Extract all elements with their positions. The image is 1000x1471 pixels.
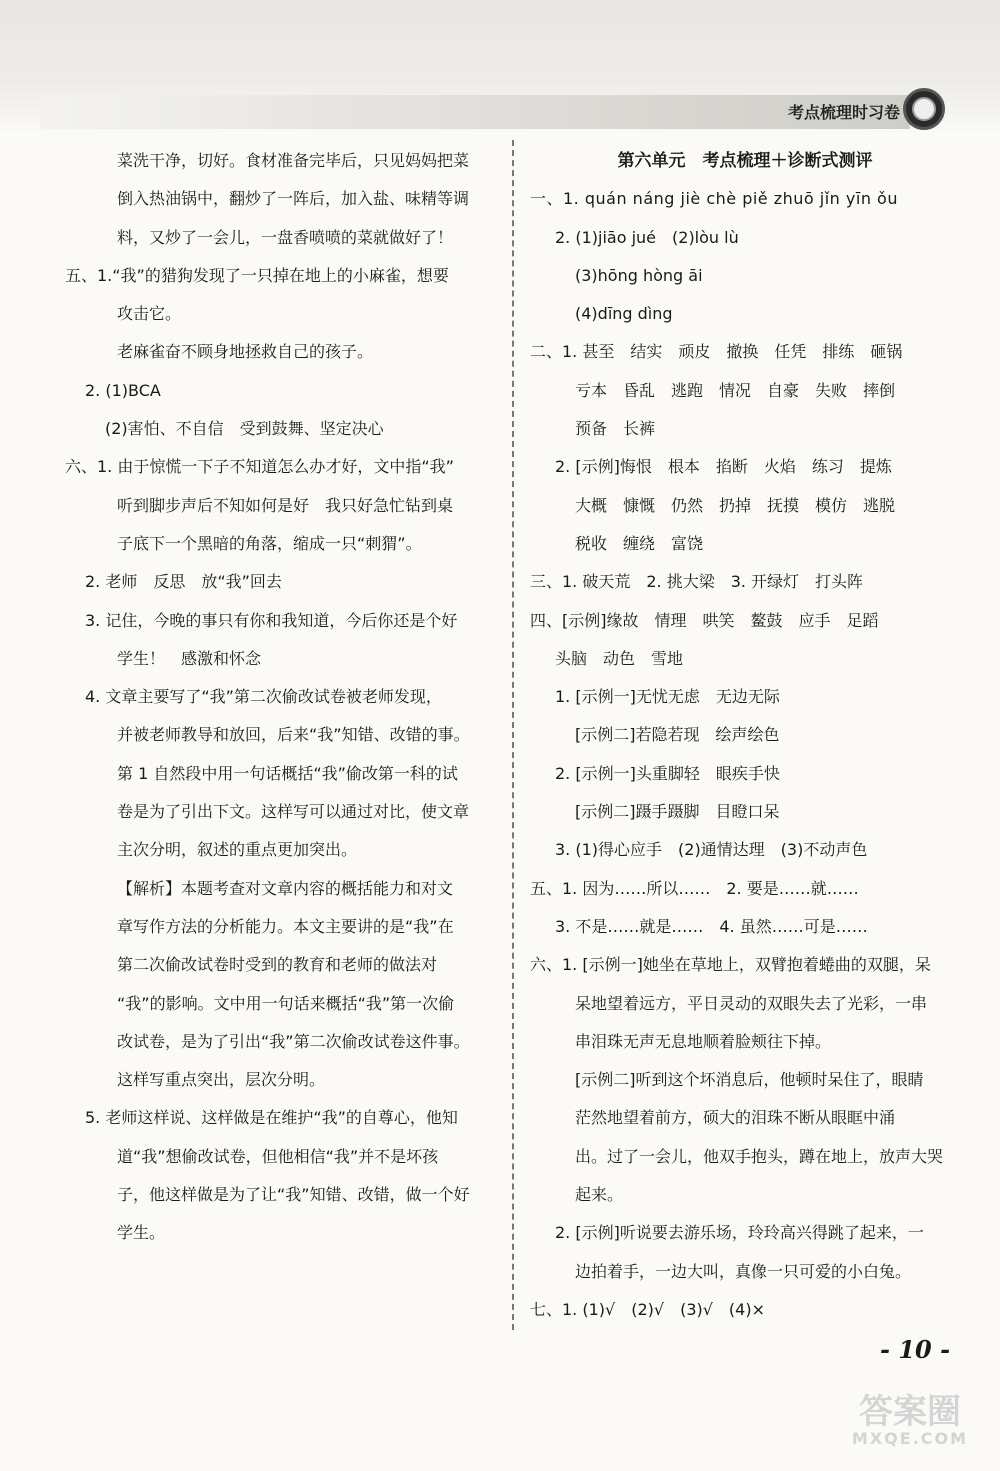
right-text-line: 出。过了一会儿，他双手抱头，蹲在地上，放声大哭 bbox=[575, 1146, 944, 1166]
right-text-line: 2. [示例一]头重脚轻 眼疾手快 bbox=[555, 763, 780, 783]
right-text-line: 茫然地望着前方，硕大的泪珠不断从眼眶中涌 bbox=[575, 1108, 896, 1128]
watermark-main: 答案圈 bbox=[859, 1392, 961, 1432]
left-text-line: 道“我”想偷改试卷，但他相信“我”并不是坏孩 bbox=[117, 1146, 439, 1166]
left-text-line: 第 1 自然段中用一句话概括“我”偷改第一科的试 bbox=[117, 763, 458, 783]
right-text-line: 大概 慷慨 仍然 扔掉 抚摸 模仿 逃脱 bbox=[575, 495, 896, 515]
left-text-line: 改试卷，是为了引出“我”第二次偷改试卷这件事。 bbox=[117, 1031, 470, 1051]
left-text-line: 卷是为了引出下文。这样写可以通过对比，使文章 bbox=[117, 802, 470, 822]
right-text-line: 串泪珠无声无息地顺着脸颊往下掉。 bbox=[575, 1031, 832, 1051]
right-text-line: 五、1. 因为……所以…… 2. 要是……就…… bbox=[530, 878, 859, 898]
left-text-line: 3. 记住，今晚的事只有你和我知道，今后你还是个好 bbox=[85, 610, 458, 630]
watermark-logo bbox=[830, 1392, 990, 1465]
left-text-line: 学生！ 感激和怀念 bbox=[117, 648, 262, 668]
right-text-line: 2. [示例]悔恨 根本 掐断 火焰 练习 提炼 bbox=[555, 457, 892, 477]
column-divider bbox=[512, 140, 514, 1330]
right-text-line: 3. (1)得心应手 (2)通情达理 (3)不动声色 bbox=[555, 840, 868, 860]
left-text-line: 六、1. 由于惊慌一下子不知道怎么办才好，文中指“我” bbox=[65, 457, 454, 477]
left-text-line: 第二次偷改试卷时受到的教育和老师的做法对 bbox=[117, 955, 438, 975]
right-text-line: 边拍着手，一边大叫，真像一只可爱的小白兔。 bbox=[575, 1261, 912, 1281]
left-text-line: 料，又炒了一会儿，一盘香喷喷的菜就做好了！ bbox=[117, 227, 454, 247]
left-text-line: 子底下一个黑暗的角落，缩成一只“刺猬”。 bbox=[117, 533, 422, 553]
left-text-line: 五、1.“我”的猎狗发现了一只掉在地上的小麻雀，想要 bbox=[65, 265, 449, 285]
right-text-line: 六、1. [示例一]她坐在草地上，双臂抱着蜷曲的双腿，呆 bbox=[530, 955, 931, 975]
right-text-line: 七、1. (1)√ (2)√ (3)√ (4)× bbox=[530, 1299, 766, 1319]
right-text-line: [示例二]蹑手蹑脚 目瞪口呆 bbox=[575, 802, 780, 822]
right-text-line: 1. [示例一]无忧无虑 无边无际 bbox=[555, 687, 780, 707]
right-text-line: 税收 缠绕 富饶 bbox=[575, 533, 704, 553]
right-text-line: [示例二]若隐若现 绘声绘色 bbox=[575, 725, 780, 745]
left-text-line: 听到脚步声后不知如何是好 我只好急忙钻到桌 bbox=[117, 495, 454, 515]
right-text-line: 四、[示例]缘故 情理 哄笑 鳌鼓 应手 足蹈 bbox=[530, 610, 879, 630]
watermark-sub: MXQE.COM bbox=[851, 1429, 969, 1448]
right-text-line: 3. 不是……就是…… 4. 虽然……可是…… bbox=[555, 916, 868, 936]
right-text-line: 亏本 昏乱 逃跑 情况 自豪 失败 摔倒 bbox=[575, 380, 896, 400]
left-text-line: “我”的影响。文中用一句话来概括“我”第一次偷 bbox=[117, 993, 455, 1013]
left-text-line: 2. 老师 反思 放“我”回去 bbox=[85, 572, 282, 592]
right-text-line: [示例二]听到这个坏消息后，他顿时呆住了，眼睛 bbox=[575, 1070, 924, 1090]
right-text-line: 2. (1)jiāo jué (2)lòu lù bbox=[555, 227, 739, 247]
page-number: - 10 - bbox=[880, 1335, 951, 1364]
right-text-line: 第六单元 考点梳理＋诊断式测评 bbox=[617, 151, 873, 171]
left-column bbox=[65, 142, 500, 1253]
header-title: 考点梳理时习卷 bbox=[787, 103, 900, 122]
left-text-line: (2)害怕、不自信 受到鼓舞、坚定决心 bbox=[105, 419, 384, 439]
left-text-line: 4. 文章主要写了“我”第二次偷改试卷被老师发现， bbox=[85, 687, 442, 707]
right-text-line: 呆地望着远方，平日灵动的双眼失去了光彩，一串 bbox=[575, 993, 928, 1013]
right-text-line: 起来。 bbox=[575, 1185, 624, 1205]
left-text-line: 【解析】本题考查对文章内容的概括能力和对文 bbox=[117, 878, 454, 898]
left-text-line: 并被老师教导和放回，后来“我”知错、改错的事。 bbox=[117, 725, 470, 745]
left-text-line: 这样写重点突出，层次分明。 bbox=[117, 1070, 326, 1090]
right-text-line: 头脑 动色 雪地 bbox=[555, 648, 684, 668]
right-text-line: 2. [示例]听说要去游乐场，玲玲高兴得跳了起来，一 bbox=[555, 1223, 924, 1243]
left-text-line: 攻击它。 bbox=[117, 304, 182, 324]
left-text-line: 5. 老师这样说、这样做是在维护“我”的自尊心，他知 bbox=[85, 1108, 458, 1128]
right-text-line: (3)hōng hòng āi bbox=[575, 265, 703, 285]
left-text-line: 学生。 bbox=[117, 1223, 166, 1243]
publisher-logo-icon bbox=[903, 88, 945, 130]
header-bar bbox=[40, 95, 910, 129]
right-text-line: 三、1. 破天荒 2. 挑大梁 3. 开绿灯 打头阵 bbox=[530, 572, 864, 592]
left-text-line: 子，他这样做是为了让“我”知错、改错，做一个好 bbox=[117, 1185, 470, 1205]
right-text-line: 二、1. 甚至 结实 顽皮 撤换 任凭 排练 砸锅 bbox=[530, 342, 903, 362]
right-column bbox=[530, 142, 960, 1329]
right-text-line: 一、1. quán náng jiè chè piě zhuō jǐn yīn ǒu bbox=[530, 189, 898, 209]
left-text-line: 菜洗干净，切好。食材准备完毕后，只见妈妈把菜 bbox=[117, 151, 470, 170]
left-text-line: 章写作方法的分析能力。本文主要讲的是“我”在 bbox=[117, 916, 454, 936]
right-text-line: 预备 长裤 bbox=[575, 419, 656, 439]
left-text-line: 2. (1)BCA bbox=[85, 380, 161, 400]
left-text-line: 老麻雀奋不顾身地拯救自己的孩子。 bbox=[117, 342, 374, 362]
right-text-line: (4)dīng dìng bbox=[575, 304, 673, 324]
left-text-line: 主次分明，叙述的重点更加突出。 bbox=[117, 840, 358, 860]
left-text-line: 倒入热油锅中，翻炒了一阵后，加入盐、味精等调 bbox=[117, 189, 470, 209]
